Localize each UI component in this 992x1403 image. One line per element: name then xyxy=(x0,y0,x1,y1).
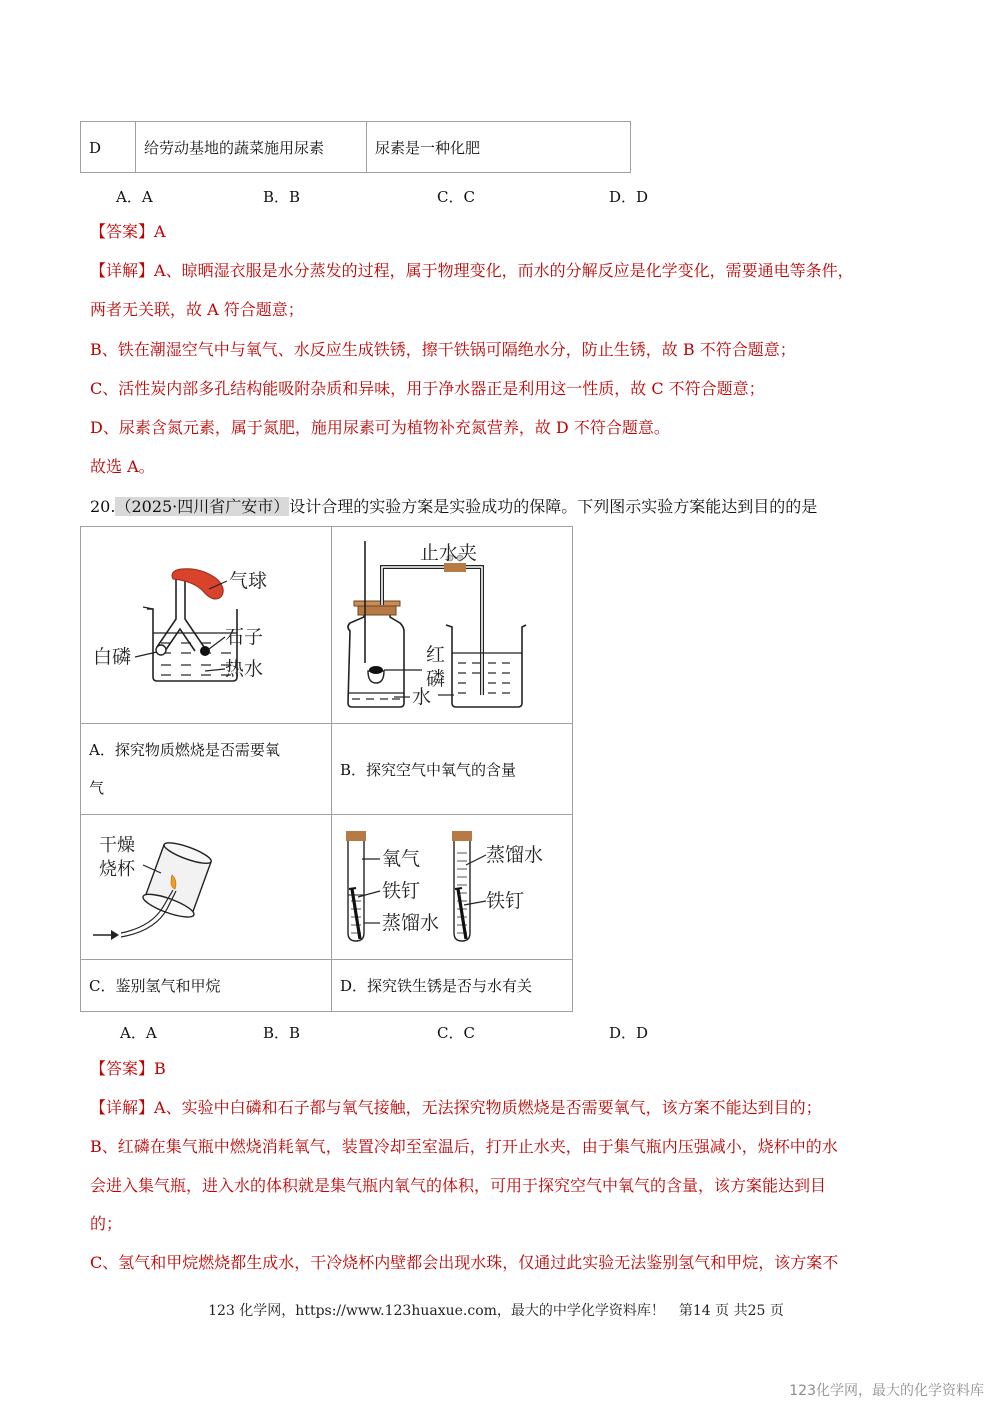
label-red-2: 磷 xyxy=(426,668,446,690)
label-water: 水 xyxy=(412,686,432,708)
caption-b-cell xyxy=(332,724,573,815)
action-text: 给劳动基地的蔬菜施用尿素 xyxy=(144,138,325,157)
option-a[interactable]: A．A xyxy=(120,1024,157,1042)
caption-a-line: 气 xyxy=(89,779,105,797)
caption-c-cell xyxy=(81,960,332,1012)
figure-d-cell xyxy=(332,815,573,960)
q19-detail-line: D、尿素含氮元素，属于氮肥，施用尿素可为植物补充氮营养，故 D 不符合题意。 xyxy=(90,418,670,437)
cork-icon xyxy=(346,831,366,841)
label-stone: 石子 xyxy=(225,626,264,648)
top-options-table xyxy=(80,121,631,173)
stone xyxy=(200,646,210,656)
test-tube-1 xyxy=(348,841,364,941)
dry-beaker-icon xyxy=(141,838,215,921)
row-label-cell xyxy=(81,122,136,173)
option-d[interactable]: D．D xyxy=(609,188,649,206)
label-nail-2: 铁钉 xyxy=(486,890,525,912)
source-tag: （2025·四川省广安市） xyxy=(115,497,290,516)
test-tube-2 xyxy=(454,841,470,941)
figure-b-oxygen-content xyxy=(332,527,572,723)
label-dry-1: 干燥 xyxy=(99,835,135,856)
q20-detail-line: 会进入集气瓶，进入水的体积就是集气瓶内氧气的体积，可用于探究空气中氧气的含量，该方案能达到目 xyxy=(90,1176,827,1195)
site-watermark: 123化学网，最大的化学资料库 xyxy=(789,1383,984,1399)
q20-answer xyxy=(90,1059,166,1079)
caption-c: C．鉴别氢气和甲烷 xyxy=(89,977,221,995)
answer-value: B xyxy=(154,1059,166,1078)
water-dashes xyxy=(161,643,231,675)
beaker-icon xyxy=(446,625,526,707)
knowledge-text: 尿素是一种化肥 xyxy=(375,138,481,157)
figure-d-iron-rust xyxy=(332,815,572,959)
q19-detail-line xyxy=(90,261,854,281)
figure-c-gas-test xyxy=(81,815,331,959)
balloon-icon xyxy=(172,569,223,599)
label-oxygen: 氧气 xyxy=(382,848,421,870)
q19-detail-line: 两者无关联，故 A 符合题意； xyxy=(90,300,304,319)
knowledge-cell xyxy=(367,122,631,173)
caption-d: D．探究铁生锈是否与水有关 xyxy=(340,977,533,995)
option-b[interactable]: B．B xyxy=(263,1024,301,1042)
q20-figure-table xyxy=(80,526,573,1012)
figure-a-cell xyxy=(81,527,332,724)
label-red-1: 红 xyxy=(426,644,446,666)
label-water-clamp: 止水夹 xyxy=(420,542,478,564)
answer-value: A xyxy=(154,222,166,241)
option-c[interactable]: C．C xyxy=(437,188,475,206)
q19-conclusion: 故选 A。 xyxy=(90,457,155,476)
question-text: 设计合理的实验方案是实验成功的保障。下列图示实验方案能达到目的的是 xyxy=(289,497,818,516)
q19-detail-line: C、活性炭内部多孔结构能吸附杂质和异味，用于净水器正是利用这一性质，故 C 不符合题意； xyxy=(90,379,765,398)
option-a[interactable]: A．A xyxy=(116,188,153,206)
row-label: D xyxy=(89,138,102,157)
detail-text: A、实验中白磷和石子都与氧气接触，无法探究物质燃烧是否需要氧气，该方案不能达到目的； xyxy=(154,1098,822,1117)
q20-detail-line: B、红磷在集气瓶中燃烧消耗氧气，装置冷却至室温后，打开止水夹，由于集气瓶内压强减小，烧杯中的水 xyxy=(90,1137,838,1156)
red-phosphorus xyxy=(369,666,383,674)
cork-icon xyxy=(452,831,472,841)
detail-text: A、晾晒湿衣服是水分蒸发的过程，属于物理变化，而水的分解反应是化学变化，需要通电等条件， xyxy=(154,261,854,280)
option-b[interactable]: B．B xyxy=(263,188,301,206)
answer-label: 【答案】 xyxy=(90,1059,155,1078)
y-tube xyxy=(157,577,204,647)
label-dry-2: 烧杯 xyxy=(99,859,135,880)
answer-label: 【答案】 xyxy=(90,222,155,241)
caption-a xyxy=(81,731,331,807)
caption-a-line: A．探究物质燃烧是否需要氧 xyxy=(89,741,280,759)
label-nail-1: 铁钉 xyxy=(382,880,421,902)
option-d[interactable]: D．D xyxy=(609,1024,649,1042)
label-white-phosphorus: 白磷 xyxy=(93,646,132,668)
q20-detail-line: 的； xyxy=(90,1214,123,1233)
label-balloon: 气球 xyxy=(229,570,268,592)
q19-answer xyxy=(90,222,166,242)
label-water-2: 蒸馏水 xyxy=(486,844,544,866)
q19-detail-line: B、铁在潮湿空气中与氧气、水反应生成铁锈，擦干铁锅可隔绝水分，防止生锈，故 B 不符合题意； xyxy=(90,340,796,359)
white-phosphorus xyxy=(156,645,166,655)
detail-label: 【详解】 xyxy=(90,261,155,280)
label-hot-water: 热水 xyxy=(225,658,264,680)
label-water-1: 蒸馏水 xyxy=(382,912,440,934)
page-footer: 123 化学网，https://www.123huaxue.com，最大的中学化学资料库！ 第14 页 共25 页 xyxy=(208,1303,784,1319)
caption-d-cell xyxy=(332,960,573,1012)
caption-a-cell xyxy=(81,724,332,815)
caption-b: B．探究空气中氧气的含量 xyxy=(340,760,517,779)
figure-a-combustion xyxy=(81,527,331,723)
q20-detail-line xyxy=(90,1098,822,1118)
figure-c-cell xyxy=(81,815,332,960)
water-clamp-icon xyxy=(444,563,466,572)
q20-stem xyxy=(90,497,817,517)
q20-detail-line: C、氢气和甲烷燃烧都生成水，干冷烧杯内壁都会出现水珠，仅通过此实验无法鉴别氢气和甲烷，该方案不 xyxy=(90,1253,839,1272)
option-c[interactable]: C．C xyxy=(437,1024,475,1042)
action-cell xyxy=(136,122,367,173)
detail-label: 【详解】 xyxy=(90,1098,155,1117)
question-number: 20. xyxy=(90,497,116,516)
figure-b-cell xyxy=(332,527,573,724)
